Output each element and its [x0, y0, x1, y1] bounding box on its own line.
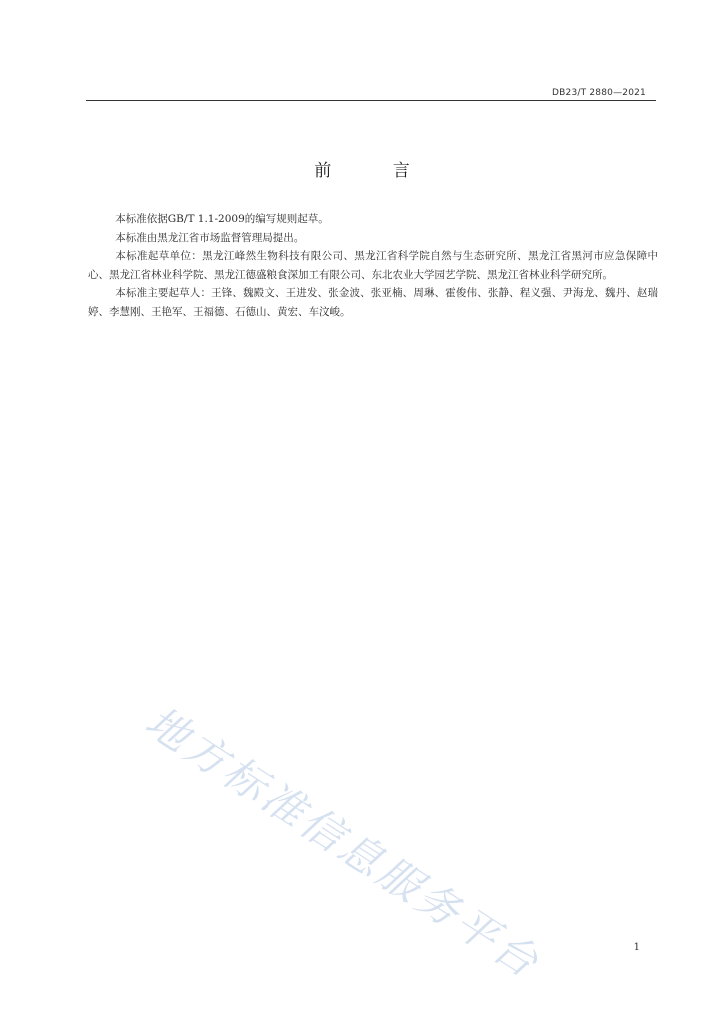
watermark: 地方标准信息服务平台 — [136, 696, 550, 989]
page-title: 前 言 — [314, 161, 438, 181]
foreword-body — [88, 210, 658, 321]
header-divider — [86, 100, 656, 101]
paragraph-main-drafters: 本标准主要起草人：王锋、魏殿文、王进发、张金波、张亚楠、周琳、霍俊伟、张静、程义强、尹海龙、魏丹、赵瑞婷、李慧刚、王艳军、王福德、石德山、黄宏、车汶峻。 — [88, 287, 658, 318]
paragraph-proposer: 本标准由黑龙江省市场监督管理局提出。 — [115, 231, 305, 244]
standard-code: DB23/T 2880—2021 — [552, 88, 646, 98]
paragraph-drafting-units: 本标准起草单位：黑龙江峰然生物科技有限公司、黑龙江省科学院自然与生态研究所、黑龙江省黑河市应急保障中心、黑龙江省林业科学院、黑龙江德盛粮食深加工有限公司、东北农业大学园艺学院、黑龙江省林业科学研究所。 — [88, 250, 658, 281]
paragraph-drafting-rules: 本标准依据GB/T 1.1-2009的编写规则起草。 — [115, 213, 329, 225]
page-number: 1 — [633, 942, 640, 953]
